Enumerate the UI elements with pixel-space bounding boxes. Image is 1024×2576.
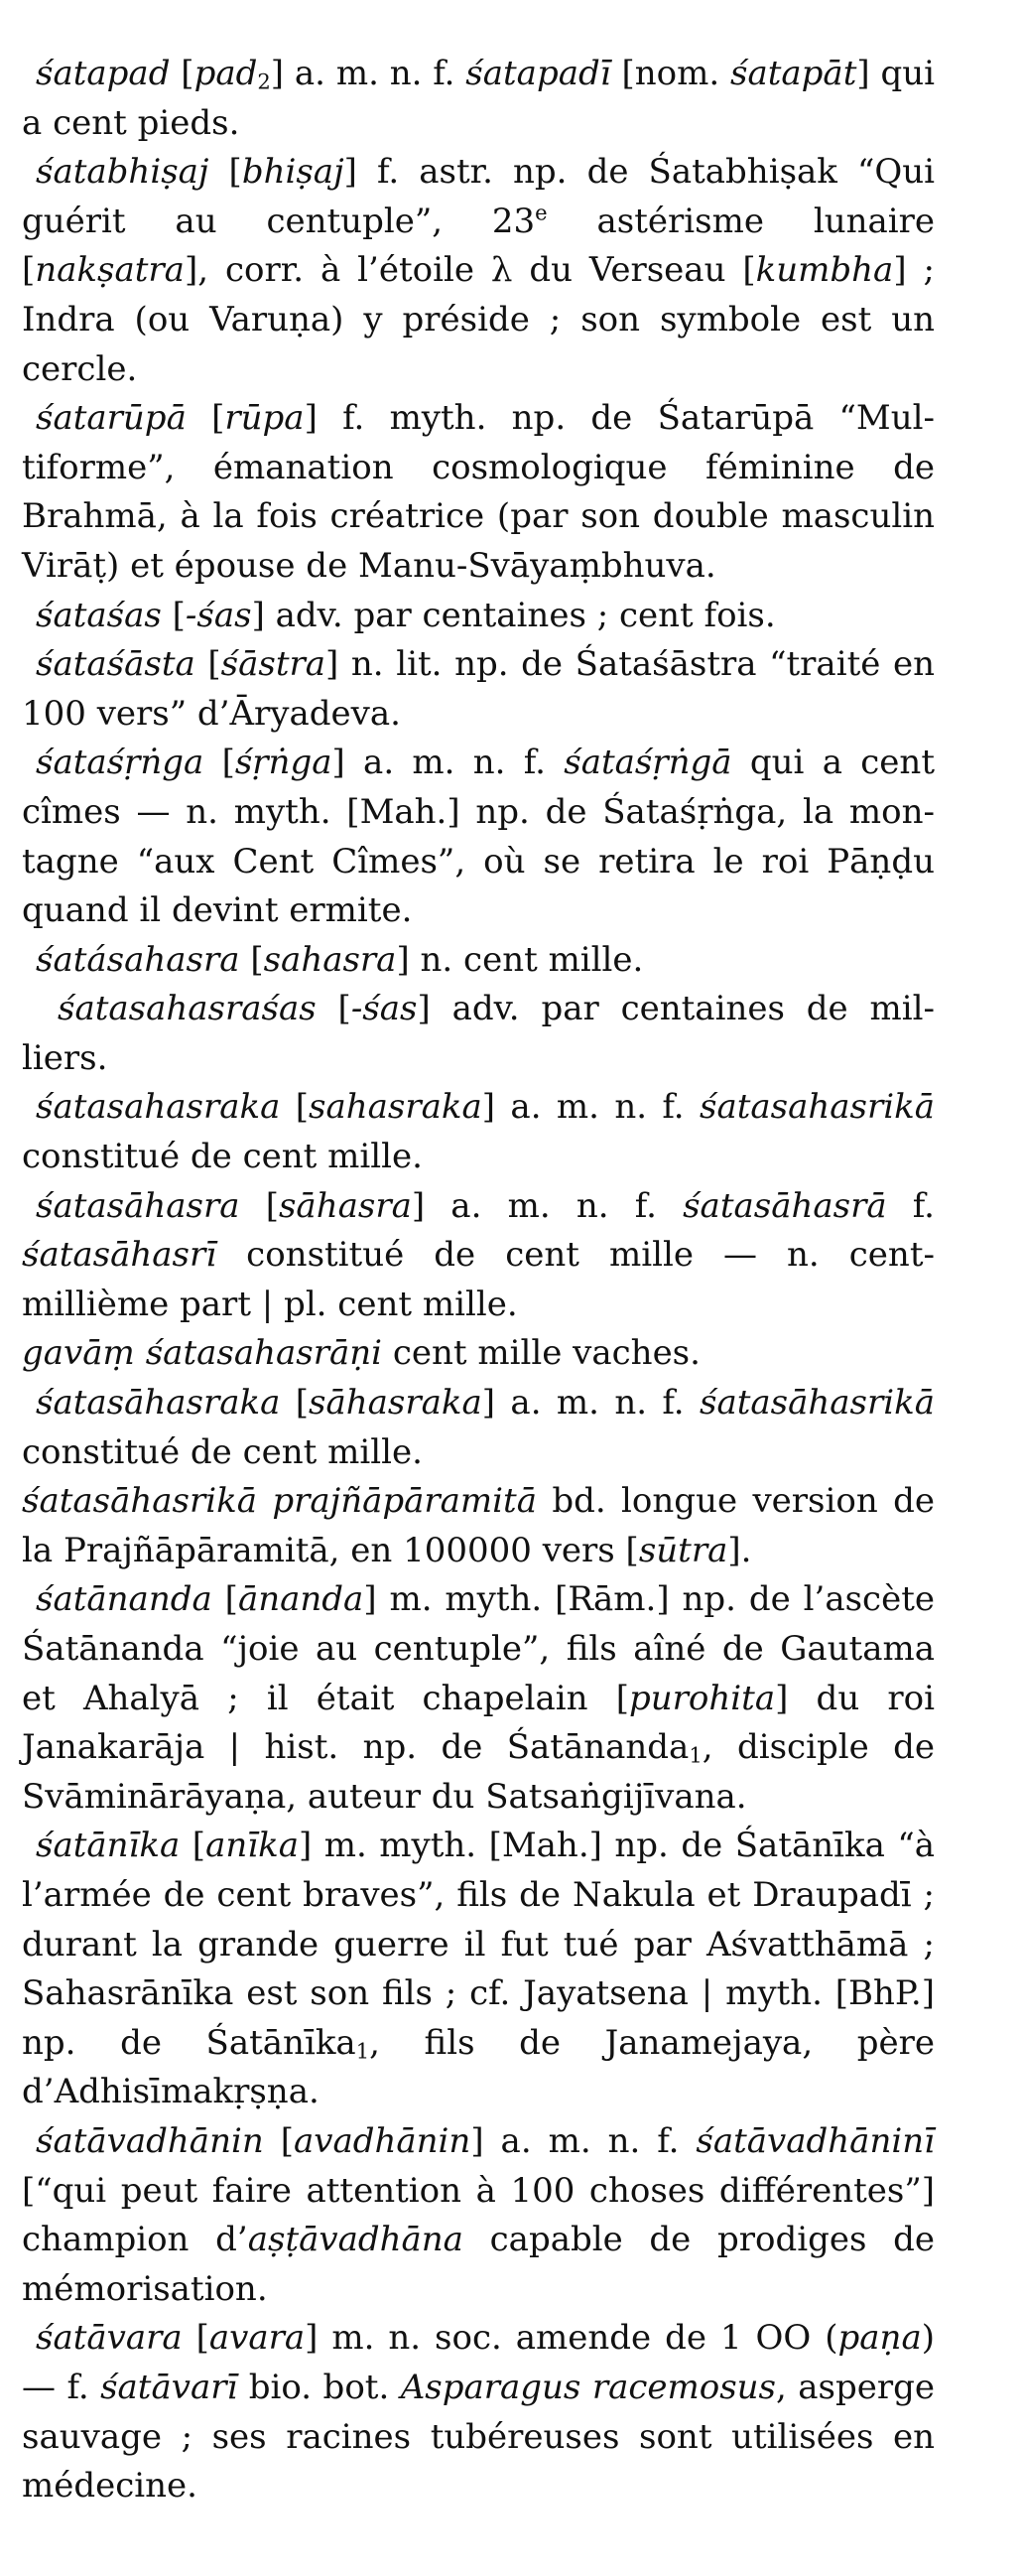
dictionary-entry: [22, 936, 935, 986]
dictionary-entry: [22, 2314, 935, 2510]
entry-text: ] du roi Janakarāja | hist. np. de Śatānanda: [22, 1678, 935, 1768]
entry-text: [: [280, 1383, 310, 1424]
entry-text: [: [194, 644, 221, 685]
entry-text: [: [182, 2318, 209, 2359]
italic-term: śatāvarī: [100, 2367, 238, 2407]
entry-headword: śataśṛṅga: [36, 743, 204, 783]
entry-text: [: [239, 1185, 279, 1226]
italic-term: śatapāt: [730, 54, 857, 93]
entry-text: [“qui peut faire attention à 100 choses différentes”] champion d’: [22, 2170, 935, 2260]
dictionary-entry: [22, 739, 935, 935]
dictionary-entry: [22, 148, 935, 394]
entry-text: qui a cent cîmes — n. myth. [Mah.] np. de Śataśṛṅga, la montagne “aux Cent Cîmes”, où se retira le roi Pāṇḍu quand il devint ermite.: [22, 743, 935, 931]
entry-text: constitué de cent mille — n. centmillième part | pl. cent mille.: [22, 1235, 935, 1324]
entry-text: ] ; Indra (ou Varuṇa) y préside ; son symbole est un cercle.: [22, 250, 935, 389]
dictionary-entry: [22, 50, 935, 148]
italic-term: sāhasra: [278, 1185, 412, 1226]
entry-text: , disciple de Svāminārāyaṇa, auteur du Satsaṅgijīvana.: [22, 1727, 935, 1817]
italic-term: sūtra: [638, 1530, 728, 1570]
italic-term: Asparagus racemosus: [400, 2367, 777, 2407]
italic-term: śṛṅga: [234, 743, 332, 783]
index-mark: 1: [355, 2038, 370, 2064]
entry-text: ] adv. par centaines de milliers.: [22, 989, 935, 1078]
entry-text: bd. longue version de la Prajñāpāramitā, en 100000 vers [: [22, 1481, 935, 1570]
entry-text: ] m. myth. [Rām.] np. de l’ascète Śatānanda “joie au centuple”, fils aîné de Gautama et Ahalyā ; il était chapelain [: [22, 1579, 935, 1718]
italic-term: rūpa: [224, 398, 305, 439]
entry-text: , fils de Janamejaya, père d’Adhisīmakṛṣṇa.: [22, 2022, 935, 2112]
entry-headword: śatasahasraśas: [58, 989, 317, 1029]
italic-term: purohita: [629, 1678, 776, 1718]
entry-headword: śatāvara: [36, 2318, 183, 2359]
entry-headword: śataśāsta: [36, 644, 195, 685]
entry-text: ) — f.: [22, 2318, 935, 2407]
italic-term: śāstra: [220, 644, 326, 685]
italic-term: śataśṛṅgā: [564, 743, 732, 783]
entry-text: ] a. m. n. f.: [411, 1185, 684, 1226]
entry-text: cent mille vaches.: [382, 1333, 701, 1374]
italic-term: kumbha: [755, 250, 894, 291]
entry-text: ], corr. à l’étoile λ du Verseau [: [184, 250, 756, 291]
italic-term: śatapadī: [465, 54, 611, 93]
entry-text: ] f. myth. np. de Śatarūpā “Multiforme”, émanation cosmologique féminine de Brahmā, à la fois créatrice (par son double masculin Virāṭ) et épouse de Manu-Svāyaṃbhuva.: [22, 398, 935, 586]
dictionary-entry: [22, 1083, 935, 1181]
dictionary-entry: [22, 985, 935, 1083]
dictionary-entry: [22, 1575, 935, 1822]
dictionary-entry: [22, 1477, 935, 1575]
index-mark: 1: [689, 1742, 703, 1768]
dictionary-entry: [22, 2117, 935, 2314]
italic-term: bhiṣaj: [241, 152, 344, 193]
entry-text: ] n. cent mille.: [396, 939, 644, 980]
italic-term: sahasraka: [309, 1087, 482, 1128]
dictionary-page: [22, 50, 935, 2511]
entry-text: ] qui a cent pieds.: [22, 54, 936, 143]
entry-text: ] adv. par centaines ; cent fois.: [251, 595, 776, 635]
entry-text: [nom.: [610, 54, 730, 93]
entry-headword: śatasahasraka: [36, 1087, 281, 1128]
entry-headword: śatāvadhānin: [36, 2120, 264, 2161]
dictionary-entry: [22, 592, 935, 641]
entry-text: [: [208, 152, 242, 193]
entry-headword: śataśas: [36, 595, 162, 635]
italic-term: -śas: [350, 989, 418, 1029]
entry-text: [: [239, 939, 264, 980]
entry-text: ] a. m. n. f.: [331, 743, 565, 783]
italic-term: śatasāhasrā: [683, 1185, 887, 1226]
entry-headword: gavāṃ śatasahasrāṇi: [22, 1333, 383, 1374]
entry-text: [: [263, 2120, 294, 2161]
entry-headword: śatānanda: [36, 1579, 212, 1620]
entry-headword: śatabhiṣaj: [36, 152, 209, 193]
italic-term: avara: [208, 2318, 306, 2359]
dictionary-entry: [22, 1182, 935, 1330]
italic-term: anīka: [205, 1826, 299, 1866]
italic-term: paṇa: [837, 2318, 922, 2359]
entry-text: ] m. n. soc. amende de 1 OO (: [305, 2318, 838, 2359]
italic-term: pad: [193, 54, 258, 93]
italic-term: śatāvadhāninī: [696, 2120, 935, 2161]
italic-term: sahasra: [263, 939, 397, 980]
entry-text: constitué de cent mille.: [22, 1137, 423, 1177]
entry-text: [: [280, 1087, 310, 1128]
italic-term: avadhānin: [293, 2120, 471, 2161]
index-mark: e: [535, 200, 548, 225]
italic-term: -śas: [185, 595, 252, 635]
dictionary-entry: [22, 394, 935, 591]
index-mark: 2: [257, 68, 271, 94]
entry-text: [: [180, 1826, 206, 1866]
entry-headword: śatasāhasra: [36, 1185, 240, 1226]
entry-text: [: [161, 595, 186, 635]
entry-text: ] n. lit. np. de Śataśāstra “traité en 100 vers” d’Āryadeva.: [22, 644, 935, 734]
entry-text: ] a. m. n. f.: [481, 1087, 700, 1128]
entry-text: , asperge sauvage ; ses racines tubéreuses sont utilisées en médecine.: [22, 2367, 936, 2507]
entry-text: f.: [886, 1185, 935, 1226]
entry-headword: śatapad: [36, 54, 171, 93]
entry-text: constitué de cent mille.: [22, 1431, 423, 1472]
entry-text: capable de prodiges de mémorisation.: [22, 2220, 935, 2309]
entry-text: astérisme lunaire [: [22, 201, 936, 291]
entry-text: [: [203, 743, 235, 783]
entry-text: [: [170, 54, 194, 93]
italic-term: śatasahasrikā: [700, 1087, 935, 1128]
entry-headword: śatásahasra: [36, 939, 240, 980]
entry-text: [: [186, 398, 225, 439]
italic-term: ānanda: [237, 1579, 364, 1620]
italic-term: śatasāhasrikā: [700, 1383, 935, 1424]
entry-text: ] m. myth. [Mah.] np. de Śatānīka “à l’armée de cent braves”, fils de Nakula et Draupadī ; durant la grande guerre il fut tué par Aśvatthāmā ; Sahasrānīka est son fils ; cf. Jayatsena | myth. [BhP.] np. de Śatānīka: [22, 1826, 936, 2063]
italic-term: nakṣatra: [35, 250, 185, 291]
entry-text: bio. bot.: [237, 2367, 401, 2407]
dictionary-entry: [22, 1329, 935, 1379]
entry-text: ] a. m. n. f.: [470, 2120, 697, 2161]
entry-text: ].: [727, 1530, 752, 1570]
italic-term: śatasāhasrī: [22, 1235, 217, 1276]
dictionary-entry: [22, 1822, 935, 2117]
entry-headword: śatasāhasrikā prajñāpāramitā: [22, 1481, 537, 1522]
italic-term: sāhasraka: [309, 1383, 482, 1424]
italic-term: aṣṭāvadhāna: [247, 2220, 463, 2260]
entry-text: [: [316, 989, 351, 1029]
entry-headword: śatānīka: [36, 1826, 181, 1866]
entry-text: ] a. m. n. f.: [270, 54, 466, 93]
dictionary-entry: [22, 640, 935, 739]
entry-text: ] f. astr. np. de Śatabhiṣak “Qui guérit au centuple”, 23: [22, 152, 936, 241]
entry-headword: śatasāhasraka: [36, 1383, 281, 1424]
dictionary-entry: [22, 1379, 935, 1477]
entry-headword: śatarūpā: [36, 398, 187, 439]
entry-text: ] a. m. n. f.: [481, 1383, 700, 1424]
entry-text: [: [211, 1579, 238, 1620]
